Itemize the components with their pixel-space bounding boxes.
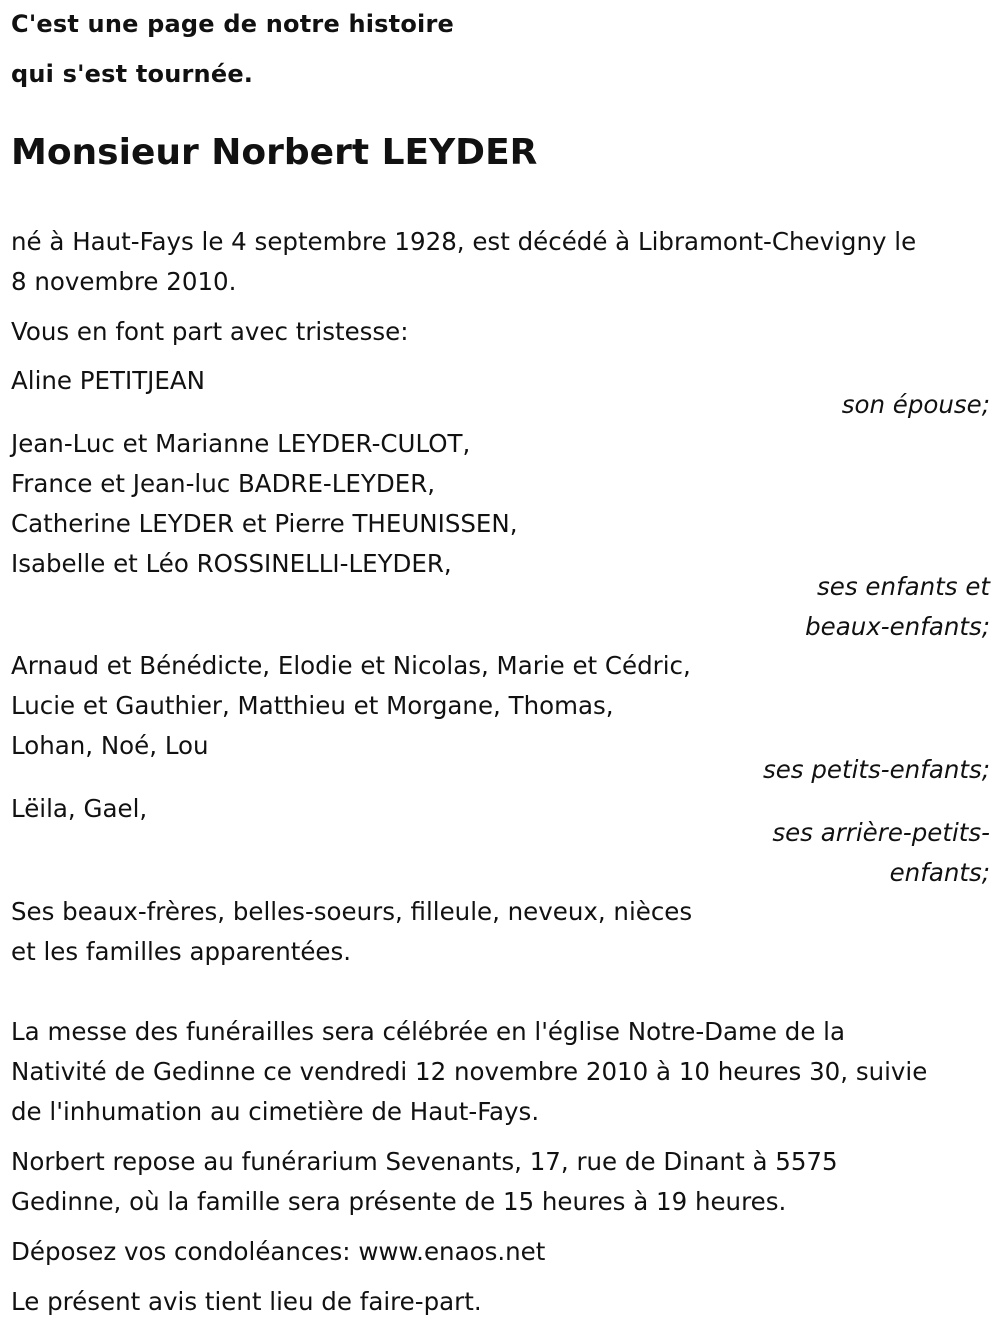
grandchildren-relation: ses petits-enfants; bbox=[762, 755, 990, 784]
deceased-name: Monsieur Norbert LEYDER bbox=[11, 132, 538, 173]
funeral-line-3: de l'inhumation au cimetière de Haut-Fays. bbox=[11, 1097, 540, 1126]
funerarium-line-2: Gedinne, où la famille sera présente de 15 heures à 19 heures. bbox=[11, 1187, 787, 1216]
extended-family-line-2: et les familles apparentées. bbox=[11, 937, 352, 966]
condolences-link[interactable]: www.enaos.net bbox=[358, 1237, 546, 1266]
birth-death-line-1: né à Haut-Fays le 4 septembre 1928, est décédé à Libramont-Chevigny le bbox=[11, 227, 917, 256]
children-line: Catherine LEYDER et Pierre THEUNISSEN, bbox=[11, 509, 518, 538]
children-relation-line-2: beaux-enfants; bbox=[805, 612, 990, 641]
intro-line-1: C'est une page de notre histoire bbox=[11, 10, 454, 38]
great-grandchildren-relation-line-2: enfants; bbox=[889, 858, 990, 887]
grandchildren-line: Lucie et Gauthier, Matthieu et Morgane, Thomas, bbox=[11, 691, 614, 720]
grandchildren-line: Arnaud et Bénédicte, Elodie et Nicolas, Marie et Cédric, bbox=[11, 651, 691, 680]
condolences-label: Déposez vos condoléances: bbox=[11, 1237, 359, 1266]
funeral-line-1: La messe des funérailles sera célébrée en l'église Notre-Dame de la bbox=[11, 1017, 846, 1046]
closing-note: Le présent avis tient lieu de faire-part. bbox=[11, 1287, 482, 1316]
funeral-line-2: Nativité de Gedinne ce vendredi 12 novembre 2010 à 10 heures 30, suivie bbox=[11, 1057, 928, 1086]
children-line: Isabelle et Léo ROSSINELLI-LEYDER, bbox=[11, 549, 452, 578]
announcement: Vous en font part avec tristesse: bbox=[11, 317, 409, 346]
great-grandchildren-names: Lëila, Gael, bbox=[11, 794, 148, 823]
children-line: Jean-Luc et Marianne LEYDER-CULOT, bbox=[11, 429, 471, 458]
children-relation-line-1: ses enfants et bbox=[817, 572, 990, 601]
spouse-relation: son épouse; bbox=[841, 390, 990, 419]
intro-line-2: qui s'est tournée. bbox=[11, 60, 254, 88]
birth-death-line-2: 8 novembre 2010. bbox=[11, 267, 237, 296]
funerarium-line-1: Norbert repose au funérarium Sevenants, 17, rue de Dinant à 5575 bbox=[11, 1147, 838, 1176]
spouse-name: Aline PETITJEAN bbox=[11, 366, 205, 395]
condolences-line bbox=[11, 1232, 545, 1272]
great-grandchildren-relation-line-1: ses arrière-petits- bbox=[772, 818, 990, 847]
grandchildren-line: Lohan, Noé, Lou bbox=[11, 731, 209, 760]
extended-family-line-1: Ses beaux-frères, belles-soeurs, filleule, neveux, nièces bbox=[11, 897, 693, 926]
children-line: France et Jean-luc BADRE-LEYDER, bbox=[11, 469, 436, 498]
